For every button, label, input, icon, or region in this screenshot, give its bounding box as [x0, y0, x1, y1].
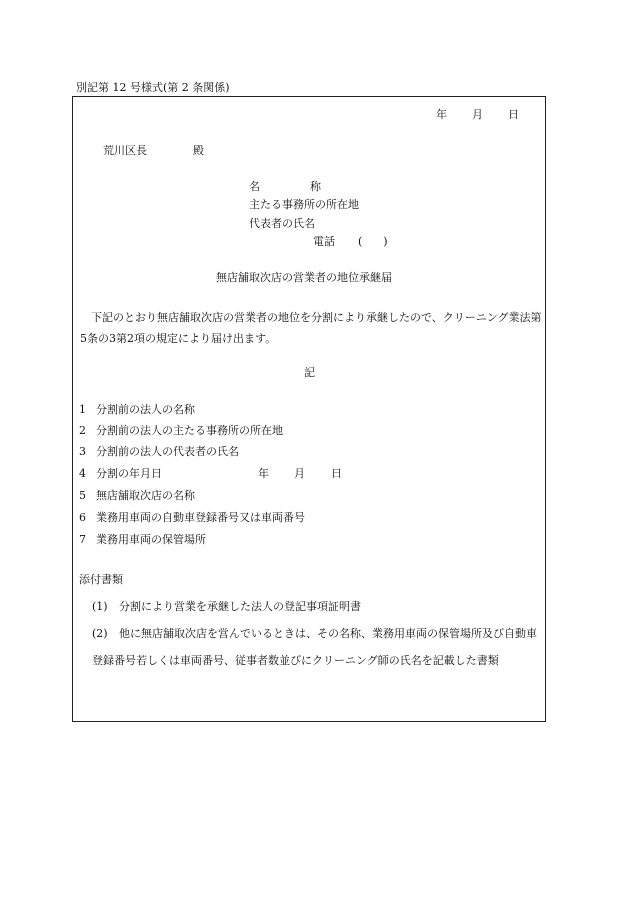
item-label: 分割前の法人の主たる事務所の所在地 — [96, 424, 283, 437]
item-label: 無店舗取次店の名称 — [96, 489, 195, 502]
addressee-honorific: 殿 — [193, 144, 204, 157]
date-day: 日 — [508, 108, 519, 121]
item-number: 3 — [79, 445, 86, 458]
item4-year: 年 — [258, 467, 269, 480]
addressee-name: 荒川区長 — [103, 144, 147, 157]
item-number: 2 — [79, 424, 86, 437]
item-number: 1 — [79, 403, 86, 416]
applicant-phone-label: 電話 — [313, 235, 335, 248]
attachment-text: 他に無店舗取次店を営んでいるときは、その名称、業務用車両の保管場所及び自動車登録番号若しくは車両番号、従事者数並びにクリーニング師の氏名を記載した書類 — [92, 627, 537, 667]
item-label: 分割の年月日 — [96, 467, 162, 480]
applicant-phone-parens: ( ) — [358, 235, 388, 248]
item-label: 分割前の法人の代表者の氏名 — [96, 445, 239, 458]
applicant-rep-label: 代表者の氏名 — [249, 217, 315, 230]
item-label: 業務用車両の自動車登録番号又は車両番号 — [96, 511, 305, 524]
body-paragraph: 下記のとおり無店舗取次店の営業者の地位を分割により承継したので、クリーニング業法第5条の3第2項の規定により届け出ます。 — [80, 311, 542, 345]
date-month: 月 — [472, 108, 483, 121]
item4-month: 月 — [294, 467, 305, 480]
applicant-name-label: 名 — [249, 180, 260, 193]
document-title: 無店舗取次店の営業者の地位承継届 — [216, 271, 392, 284]
attachments-heading: 添付書類 — [79, 573, 123, 586]
attachment-text: 分割により営業を承継した法人の登記事項証明書 — [119, 600, 361, 613]
applicant-name-label-2: 称 — [310, 180, 321, 193]
item4-day: 日 — [331, 467, 342, 480]
item-number: 5 — [79, 489, 86, 502]
attachment-number: (1) — [92, 600, 108, 613]
attachment-number: (2) — [92, 627, 108, 640]
ki-marker: 記 — [304, 366, 315, 379]
item-label: 分割前の法人の名称 — [96, 403, 195, 416]
item-number: 7 — [79, 533, 86, 546]
applicant-address-label: 主たる事務所の所在地 — [249, 198, 359, 211]
date-year: 年 — [436, 108, 447, 121]
item-number: 4 — [79, 467, 86, 480]
item-number: 6 — [79, 511, 86, 524]
form-number-label: 別記第 12 号様式(第 2 条関係) — [76, 81, 230, 94]
item-label: 業務用車両の保管場所 — [96, 533, 206, 546]
